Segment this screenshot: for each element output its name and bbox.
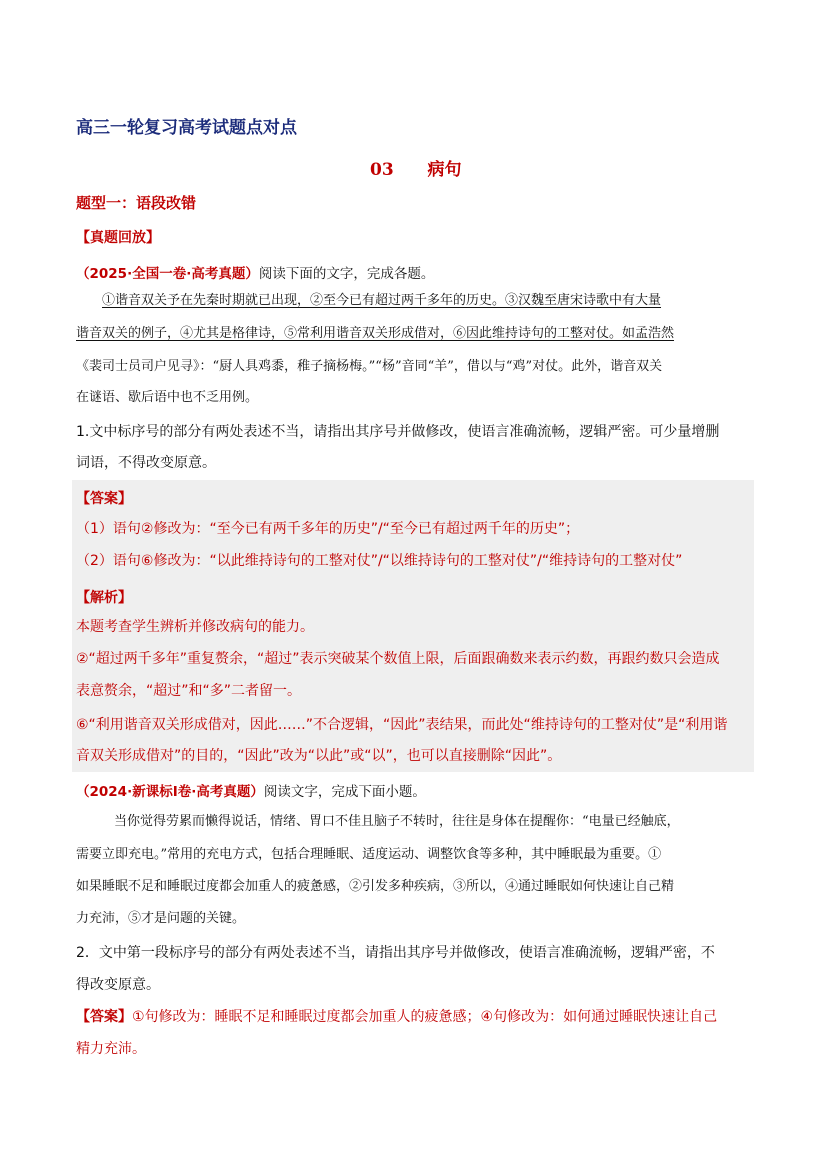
q2-passage-line-2: 需要立即充电。”常用的充电方式，包括合理睡眠、适度运动、调整饮食等多种，其中睡眠最为重要。① <box>76 847 662 862</box>
q1-answer-tag: 【答案】 <box>76 491 132 507</box>
question-type-heading: 题型一：语段改错 <box>76 194 197 212</box>
q1-analysis-2: ②“超过两千多年”重复赘余，“超过”表示突破某个数值上限，后面跟确数来表示约数，再跟约数只会造成 <box>76 651 720 667</box>
q2-answer-line-1 <box>76 1009 717 1025</box>
q2-passage-line-3: 如果睡眠不足和睡眠过度都会加重人的疲惫感，②引发多种疾病，③所以，④通过睡眠如何快速让自己精 <box>76 879 675 894</box>
q1-answer-1: （1）语句②修改为：“至今已有两千多年的历史”/“至今已有超过两千年的历史”； <box>76 521 580 537</box>
q1-answer-2: （2）语句⑥修改为：“以此维持诗句的工整对仗”/“以维持诗句的工整对仗”/“维持诗句的工整对仗” <box>76 553 683 569</box>
q1-source-line <box>76 262 434 282</box>
q2-answer-tag: 【答案】 <box>76 1009 132 1025</box>
q1-analysis-3: 表意赘余，“超过”和“多”二者留一。 <box>76 683 302 699</box>
q1-passage-line-3: 《裴司士员司户见寻》：“厨人具鸡黍，稚子摘杨梅。”“杨”音同“羊”，借以与“鸡”对仗。此外，谐音双关 <box>76 359 663 374</box>
q1-passage-line-1: ①谐音双关予在先秦时期就已出现，②至今已有超过两千多年的历史。③汉魏至唐宋诗歌中有大量 <box>102 293 662 308</box>
section-title <box>370 155 462 180</box>
q1-analysis-5: 音双关形成借对”的目的，“因此”改为“以此”或“以”，也可以直接删除“因此”。 <box>76 748 562 764</box>
review-tag: 【真题回放】 <box>76 230 160 246</box>
q2-source: （2024·新课标Ⅰ卷·高考真题） <box>76 784 264 800</box>
q1-analysis-tag: 【解析】 <box>76 590 132 606</box>
q2-source-tail: 阅读文字，完成下面小题。 <box>263 784 426 800</box>
q1-question-line-1: 1.文中标序号的部分有两处表述不当，请指出其序号并做修改，使语言准确流畅，逻辑严密。可少量增删 <box>76 424 720 440</box>
q2-question-line-1: 2．文中第一段标序号的部分有两处表述不当，请指出其序号并做修改，使语言准确流畅，逻辑严密，不 <box>76 945 715 961</box>
q1-passage-line-4: 在谜语、歇后语中也不乏用例。 <box>76 390 259 405</box>
q1-analysis-4: ⑥“利用谐音双关形成借对，因此……”不合逻辑，“因此”表结果，而此处“维持诗句的工整对仗”是“利用谐 <box>76 717 728 733</box>
q2-passage-line-1: 当你觉得劳累而懒得说话，情绪、胃口不佳且脑子不转时，往往是身体在提醒你：“电量已经触底， <box>114 814 680 829</box>
q1-question-line-2: 词语，不得改变原意。 <box>76 455 216 471</box>
section-number: 03 <box>370 160 394 180</box>
q2-answer-text-1: ①句修改为：睡眠不足和睡眠过度都会加重人的疲惫感；④句修改为：如何通过睡眠快速让自己 <box>132 1009 718 1025</box>
q1-source: （2025·全国一卷·高考真题） <box>76 266 259 282</box>
q2-answer-line-2: 精力充沛。 <box>76 1041 146 1057</box>
q1-source-tail: 阅读下面的文字，完成各题。 <box>258 266 435 282</box>
q2-passage-line-4: 力充沛，⑤才是问题的关键。 <box>76 911 246 926</box>
section-name: 病句 <box>427 160 462 180</box>
q2-question-line-2: 得改变原意。 <box>76 977 160 993</box>
q2-source-line <box>76 780 426 800</box>
page-header-title: 高三一轮复习高考试题点对点 <box>76 118 297 138</box>
q1-passage-line-2: 谐音双关的例子，④尤其是格律诗，⑤常利用谐音双关形成借对，⑥因此维持诗句的工整对仗。如孟浩然 <box>76 326 675 341</box>
q1-analysis-1: 本题考查学生辨析并修改病句的能力。 <box>76 619 314 635</box>
